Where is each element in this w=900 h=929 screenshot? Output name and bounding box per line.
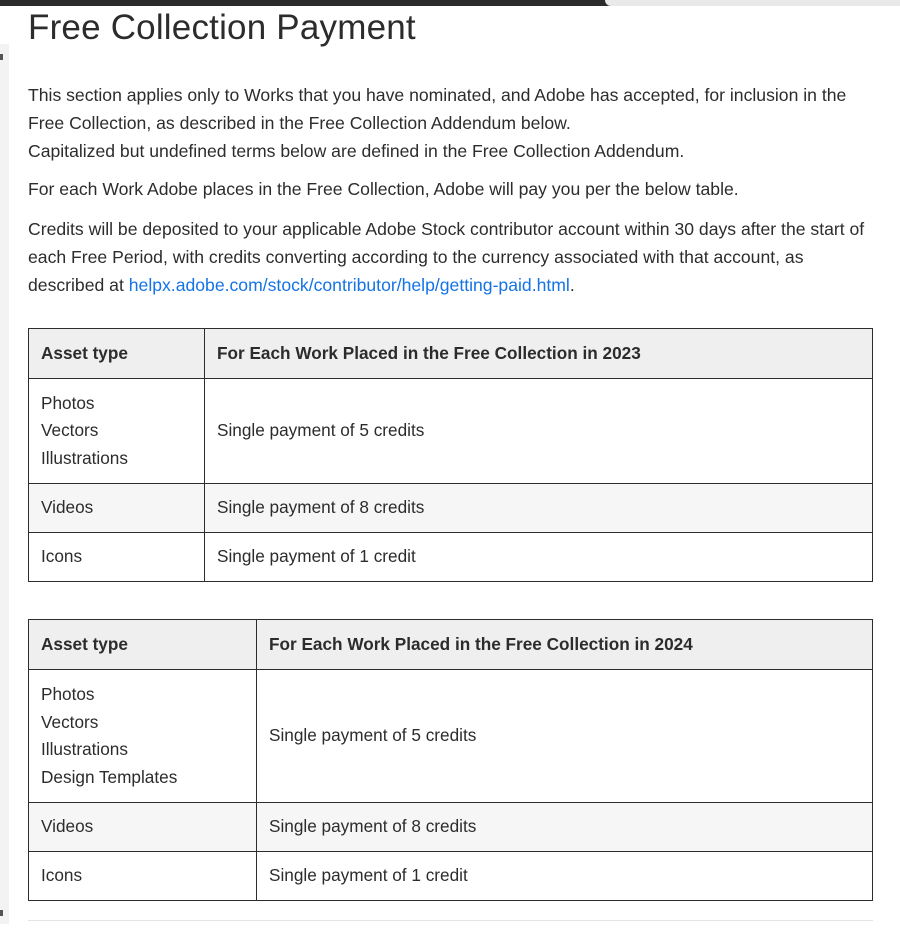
browser-tab-edge bbox=[605, 0, 900, 6]
credits-text-end: . bbox=[569, 275, 575, 295]
credits-text: Credits will be deposited to your applicable Adobe Stock contributor account within 30 days after the start of each Free Period, with credits converting according to the currency associated with that account, as described at bbox=[28, 219, 865, 295]
payment-header: For Each Work Placed in the Free Collection in 2024 bbox=[257, 620, 873, 670]
asset-type-cell: Videos bbox=[29, 484, 205, 533]
payment-cell: Single payment of 5 credits bbox=[257, 670, 873, 803]
payment-paragraph: For each Work Adobe places in the Free Collection, Adobe will pay you per the below table. bbox=[28, 179, 739, 199]
payment-cell: Single payment of 8 credits bbox=[257, 803, 873, 852]
asset-name: Vectors bbox=[41, 711, 99, 732]
browser-top-bar bbox=[0, 0, 900, 6]
payment-table-2024 bbox=[28, 619, 873, 901]
credits-paragraph bbox=[28, 215, 873, 299]
page-title: Free Collection Payment bbox=[28, 8, 416, 47]
asset-type-cell: Icons bbox=[29, 852, 257, 901]
table-row bbox=[29, 852, 873, 901]
payment-table-2023 bbox=[28, 328, 873, 582]
terms-note: Capitalized but undefined terms below are defined in the Free Collection Addendum. bbox=[28, 141, 685, 161]
asset-name: Photos bbox=[41, 392, 95, 413]
asset-name: Vectors bbox=[41, 420, 99, 441]
asset-name: Illustrations bbox=[41, 739, 128, 759]
table-header-row bbox=[29, 329, 873, 379]
asset-name: Illustrations bbox=[41, 447, 128, 468]
table-row bbox=[29, 803, 873, 852]
table-row bbox=[29, 670, 873, 803]
payment-header: For Each Work Placed in the Free Collection in 2023 bbox=[205, 329, 873, 379]
asset-name: Design Templates bbox=[41, 766, 178, 787]
asset-type-header: Asset type bbox=[29, 329, 205, 379]
table-row bbox=[29, 533, 873, 582]
intro-text: This section applies only to Works that you have nominated, and Adobe has accepted, for inclusion in the Free Collection, as described in the Free Collection Addendum below. bbox=[28, 85, 847, 133]
asset-name: Photos bbox=[41, 684, 95, 704]
asset-type-cell bbox=[29, 379, 205, 484]
asset-type-cell: Icons bbox=[29, 533, 205, 582]
table-row bbox=[29, 379, 873, 484]
gutter-mark bbox=[0, 910, 3, 916]
intro-paragraph bbox=[28, 81, 873, 165]
gutter-mark bbox=[0, 54, 3, 60]
asset-type-cell: Videos bbox=[29, 803, 257, 852]
table-row bbox=[29, 484, 873, 533]
table-header-row bbox=[29, 620, 873, 670]
asset-type-header: Asset type bbox=[29, 620, 257, 670]
payment-cell: Single payment of 1 credit bbox=[257, 852, 873, 901]
section-divider bbox=[28, 920, 873, 921]
payment-cell: Single payment of 5 credits bbox=[205, 379, 873, 484]
left-gutter bbox=[0, 44, 9, 924]
payment-cell: Single payment of 1 credit bbox=[205, 533, 873, 582]
payment-cell: Single payment of 8 credits bbox=[205, 484, 873, 533]
asset-type-cell bbox=[29, 670, 257, 803]
getting-paid-link[interactable]: helpx.adobe.com/stock/contributor/help/getting-paid.html bbox=[128, 275, 570, 295]
